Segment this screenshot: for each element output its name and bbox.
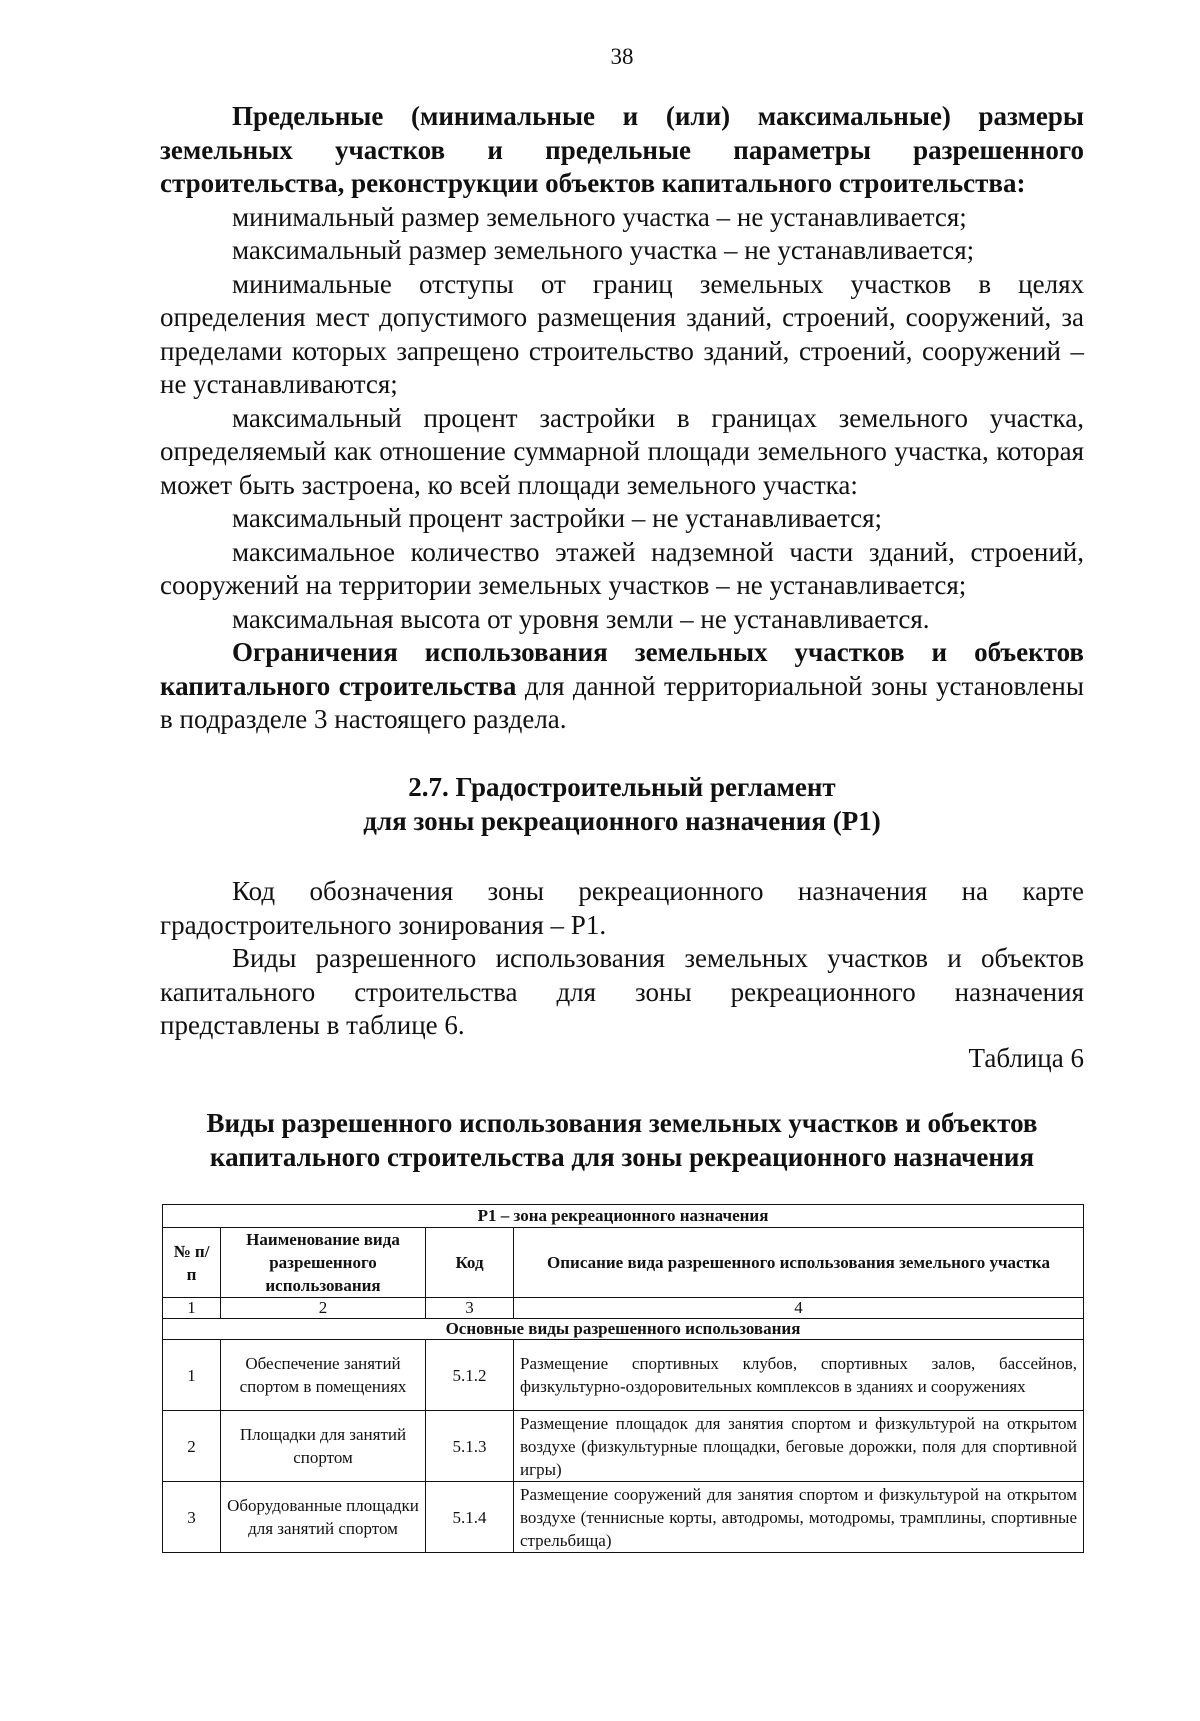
table-label: Таблица 6 [968,1043,1084,1073]
row-description: Размещение спортивных клубов, спортивных залов, бассейнов, физкультурно-оздоровительных комплексов в зданиях и сооружениях [514,1340,1084,1411]
table-title [140,1106,1104,1174]
column-header-description: Описание вида разрешенного использования земельного участка [514,1228,1084,1298]
row-number: 3 [163,1482,221,1553]
group-header-row [163,1319,1084,1340]
table-row [163,1482,1084,1553]
column-header-number: № п/п [163,1228,221,1298]
section-title-line-1: 2.7. Градостроительный регламент [408,772,836,802]
row-use-name: Оборудованные площадки для занятий спортом [221,1482,426,1553]
uses-paragraph: Виды разрешенного использования земельных участков и объектов капитального строительства для зоны рекреационного назначения представлены в таблице 6. [160,943,1084,1040]
column-header-row [163,1228,1084,1298]
row-use-name: Обеспечение занятий спортом в помещениях [221,1340,426,1411]
section-body [160,875,1084,1043]
table-title-line-1: Виды разрешенного использования земельных участков и объектов [206,1108,1038,1138]
group-header: Основные виды разрешенного использования [163,1319,1084,1340]
row-code: 5.1.4 [426,1482,514,1553]
restrictions-bold: Ограничения использования земельных участков и объектов капитального строительства [160,637,1084,701]
row-description: Размещение площадок для занятия спортом и физкультурой на открытом воздухе (физкультурные площадки, беговые дорожки, поля для спортивной игры) [514,1411,1084,1482]
page-number: 38 [610,44,634,69]
row-code: 5.1.2 [426,1340,514,1411]
table-title-line-2: капитального строительства для зоны рекреационного назначения [209,1142,1035,1172]
restrictions-paragraph [160,636,1084,737]
column-number: 1 [163,1298,221,1319]
limits-heading: Предельные (минимальные и (или) максимальные) размеры земельных участков и предельные параметры разрешенного строительства, реконструкции объектов капитального строительства: [160,101,1084,198]
limit-item: максимальный процент застройки в границах земельного участка, определяемый как отношение суммарной площади земельного участка, которая может быть застроена, ко всей площади земельного участка: [160,402,1084,500]
column-number-row [163,1298,1084,1319]
limit-item: минимальные отступы от границ земельных участков в целях определения мест допустимого размещения зданий, строений, сооружений, за пределами которых запрещено строительство зданий, строений, сооружений – не устанавливаются; [160,268,1084,399]
zone-header: Р1 – зона рекреационного назначения [163,1205,1084,1228]
zone-header-row [163,1205,1084,1228]
limit-item: максимальный процент застройки – не устанавливается; [232,503,883,533]
column-header-name: Наименование вида разрешенного использования [221,1228,426,1298]
section-title [160,770,1084,838]
row-code: 5.1.3 [426,1411,514,1482]
section-title-line-2: для зоны рекреационного назначения (Р1) [363,806,881,836]
column-number: 4 [514,1298,1084,1319]
restrictions-rest: для данной территориальной зоны установлены в подразделе 3 настоящего раздела. [160,670,1084,734]
row-description: Размещение сооружений для занятия спортом и физкультурой на открытом воздухе (теннисные корты, автодромы, мотодромы, трамплины, спортивные стрельбища) [514,1482,1084,1553]
row-use-name: Площадки для занятий спортом [221,1411,426,1482]
limit-item: максимальная высота от уровня земли – не устанавливается. [232,603,930,634]
permitted-uses-table [162,1204,1084,1553]
limit-item: минимальный размер земельного участка – не устанавливается; [232,201,967,232]
row-number: 2 [163,1411,221,1482]
limit-item: максимальный размер земельного участка – не устанавливается; [232,235,975,265]
zone-code-paragraph: Код обозначения зоны рекреационного назначения на карте градостроительного зонирования – Р1. [160,876,1084,940]
intro-block [160,100,1084,737]
row-number: 1 [163,1340,221,1411]
limit-item: максимальное количество этажей надземной части зданий, строений, сооружений на территории земельных участков – не устанавливается; [160,536,1084,600]
column-header-code: Код [426,1228,514,1298]
column-number: 2 [221,1298,426,1319]
table-row [163,1340,1084,1411]
table-row [163,1411,1084,1482]
column-number: 3 [426,1298,514,1319]
